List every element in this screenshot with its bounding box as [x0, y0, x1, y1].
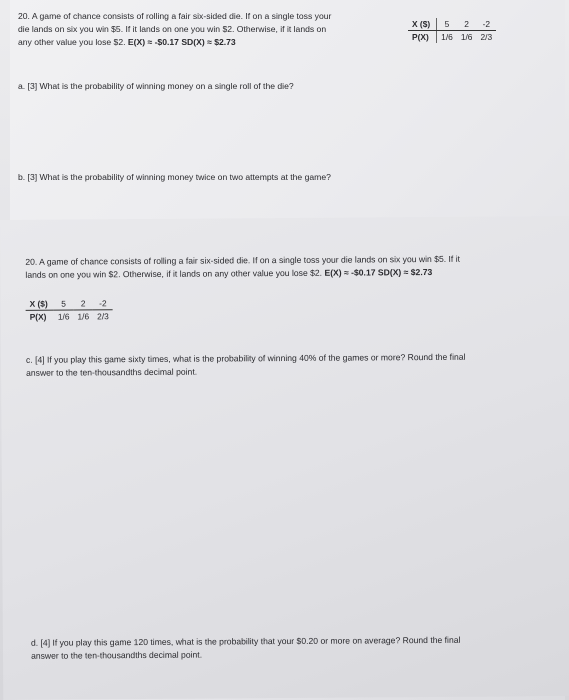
question-c-line2: answer to the ten-thousandths decimal point.: [26, 366, 198, 378]
p-value: 2/3: [97, 311, 109, 322]
bottom-sheet: [0, 216, 569, 700]
bottom-expected-value-sd: E(X) ≈ -$0.17 SD(X) ≈ $2.73: [324, 266, 433, 278]
question-c-line1: c. [4] If you play this game sixty times, what is the probability of winning 40% of the games or more? Round the final: [25, 351, 466, 365]
question-a: a. [3] What is the probability of winning money on a single roll of the die?: [18, 81, 294, 91]
table-header-row: [26, 297, 113, 310]
p-label: P(X): [408, 31, 437, 44]
p-value: 1/6: [77, 311, 90, 322]
question-d-line2: answer to the ten-thousandths decimal point.: [31, 649, 203, 661]
bottom-problem-line2-text: lands on one you win $2. Otherwise, if it lands on any other value you lose $2.: [25, 267, 325, 280]
x-label: X ($): [408, 18, 437, 31]
top-probability-table: [408, 18, 496, 43]
p-label: P(X): [29, 311, 47, 322]
table-prob-row: [408, 31, 496, 44]
question-d-line1: d. [4] If you play this game 120 times, what is the probability that your $0.20 or more on average? Round the final: [30, 634, 461, 648]
bottom-probability-table: [26, 297, 113, 323]
x-value: 2: [457, 18, 477, 31]
x-label: X ($): [26, 298, 54, 311]
top-expected-value-sd: E(X) ≈ -$0.17 SD(X) ≈ $2.73: [127, 37, 236, 47]
x-value: 5: [54, 297, 74, 310]
p-value: 1/6: [441, 32, 453, 42]
p-value: 1/6: [460, 32, 473, 42]
x-value: 2: [73, 297, 93, 310]
p-value: 2/3: [480, 32, 493, 42]
x-value: -2: [476, 18, 496, 31]
table-prob-row: [26, 310, 113, 323]
top-problem-line2: die lands on six you win $5. If it lands on one you win $2. Otherwise, if it lands on: [18, 24, 327, 34]
table-header-row: [408, 18, 496, 31]
p-value: 1/6: [57, 311, 70, 322]
bottom-problem-line2: [25, 266, 432, 282]
top-problem-line3-text: any other value you lose $2.: [18, 37, 128, 47]
top-problem-line1: 20. A game of chance consists of rolling a fair six-sided die. If on a single toss your: [18, 11, 332, 21]
x-value: -2: [93, 297, 113, 310]
x-value: 5: [437, 18, 457, 31]
bottom-problem-line1: 20. A game of chance consists of rolling a fair six-sided die. If on a single toss your die lands on six you win $5. If it: [25, 253, 461, 267]
top-problem-line3: [18, 36, 236, 49]
question-b: b. [3] What is the probability of winning money twice on two attempts at the game?: [18, 172, 331, 182]
